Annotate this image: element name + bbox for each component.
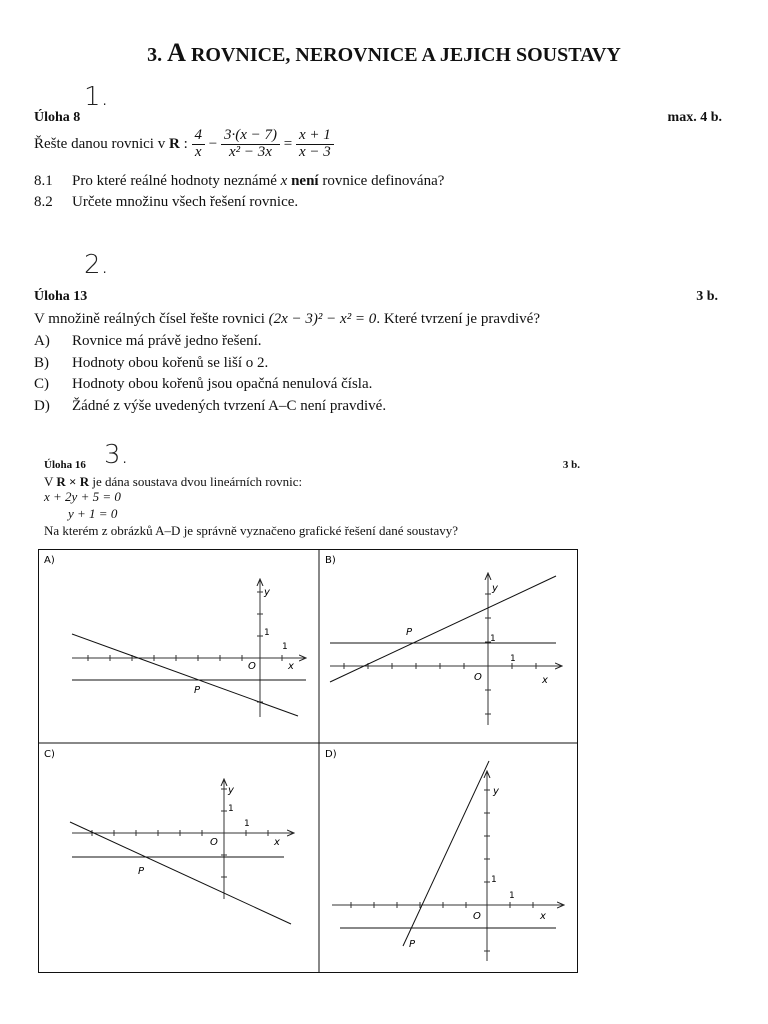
- svg-text:1: 1: [282, 642, 288, 652]
- svg-text:1: 1: [510, 654, 516, 664]
- task3-heading: Úloha 16: [44, 459, 86, 471]
- graph-c-label: C): [44, 749, 55, 760]
- graph-a-line-1: [72, 634, 298, 716]
- fraction-3: $\frac{x + 1}{x - 3}$: [296, 128, 334, 161]
- svg-text:x: x: [542, 675, 548, 686]
- task3-intro: V R × R je dána soustava dvou lineárních rovnic:: [44, 474, 303, 489]
- svg-text:P: P: [409, 939, 416, 950]
- svg-text:x: x: [274, 837, 280, 848]
- svg-text:1: 1: [264, 628, 270, 638]
- task2-points: 3 b.: [696, 289, 718, 304]
- task2-option-d: D) Žádné z výše uvedených tvrzení A–C není pravdivé.: [34, 398, 387, 414]
- svg-text:P: P: [138, 866, 145, 877]
- fraction-1: $\frac{4}{x}$: [192, 128, 206, 161]
- svg-text:x: x: [288, 661, 294, 672]
- svg-text:O: O: [474, 672, 482, 683]
- handwritten-number-3: 3.: [104, 440, 129, 470]
- svg-text:P: P: [194, 685, 201, 696]
- svg-text:y: y: [493, 786, 499, 797]
- svg-text:y: y: [264, 587, 270, 598]
- graph-d: [325, 749, 564, 961]
- task2-option-a: A) Rovnice má právě jedno řešení.: [34, 333, 262, 349]
- svg-text:P: P: [406, 627, 413, 638]
- svg-text:1: 1: [244, 819, 250, 829]
- graph-b-label: B): [325, 555, 336, 566]
- graph-a: [44, 555, 306, 717]
- svg-text:y: y: [492, 583, 498, 594]
- handwritten-number-2: 2.: [84, 250, 109, 280]
- graph-c: [44, 749, 294, 924]
- graph-d-label: D): [325, 749, 337, 760]
- svg-text:1: 1: [491, 875, 497, 885]
- svg-text:1: 1: [228, 804, 234, 814]
- svg-text:O: O: [248, 661, 256, 672]
- graph-options-grid: [38, 549, 578, 973]
- svg-text:1: 1: [509, 891, 515, 901]
- task2-option-b: B) Hodnoty obou kořenů se liší o 2.: [34, 355, 269, 371]
- task2-option-c: C) Hodnoty obou kořenů jsou opačná nenulová čísla.: [34, 376, 373, 392]
- task2-prompt: V množině reálných čísel řešte rovnici (2x − 3)² − x² = 0. Které tvrzení je pravdivé?: [34, 311, 540, 327]
- svg-text:1: 1: [490, 634, 496, 644]
- task1-points: max. 4 b.: [667, 110, 722, 125]
- svg-text:O: O: [473, 911, 481, 922]
- task3-question: Na kterém z obrázků A–D je správně vyznačeno grafické řešení dané soustavy?: [44, 523, 459, 538]
- task1-heading: Úloha 8: [34, 110, 81, 125]
- handwritten-number-1: 1.: [84, 82, 109, 112]
- svg-text:O: O: [210, 837, 218, 848]
- task1-item-1: 8.1 Pro které reálné hodnoty neznámé x není rovnice definována?: [34, 173, 445, 189]
- svg-text:x: x: [540, 911, 546, 922]
- task3-points: 3 b.: [562, 459, 580, 471]
- graph-c-line-1: [70, 822, 291, 924]
- svg-text:y: y: [228, 785, 234, 796]
- graph-b: [325, 555, 562, 725]
- task1-prompt: Řešte danou rovnici v R : $\frac{4}{x}$ − $\frac{3\cdot(x - 7)}{\text{x² − 3x}}$ = $\frac{x + 1}{x - 3}$: [34, 128, 334, 168]
- task1-item-2: 8.2 Určete množinu všech řešení rovnice.: [34, 194, 299, 210]
- graph-a-label: A): [44, 555, 55, 566]
- task3-equation-2: y + 1 = 0: [68, 506, 118, 521]
- page-title: 3. A ROVNICE, NEROVNICE A JEJICH SOUSTAVY: [147, 38, 621, 67]
- fraction-2: $\frac{3\cdot(x - 7)}{\text{x² − 3x}}$: [221, 128, 280, 161]
- task2-heading: Úloha 13: [34, 289, 88, 304]
- task3-equation-1: x + 2y + 5 = 0: [44, 489, 121, 504]
